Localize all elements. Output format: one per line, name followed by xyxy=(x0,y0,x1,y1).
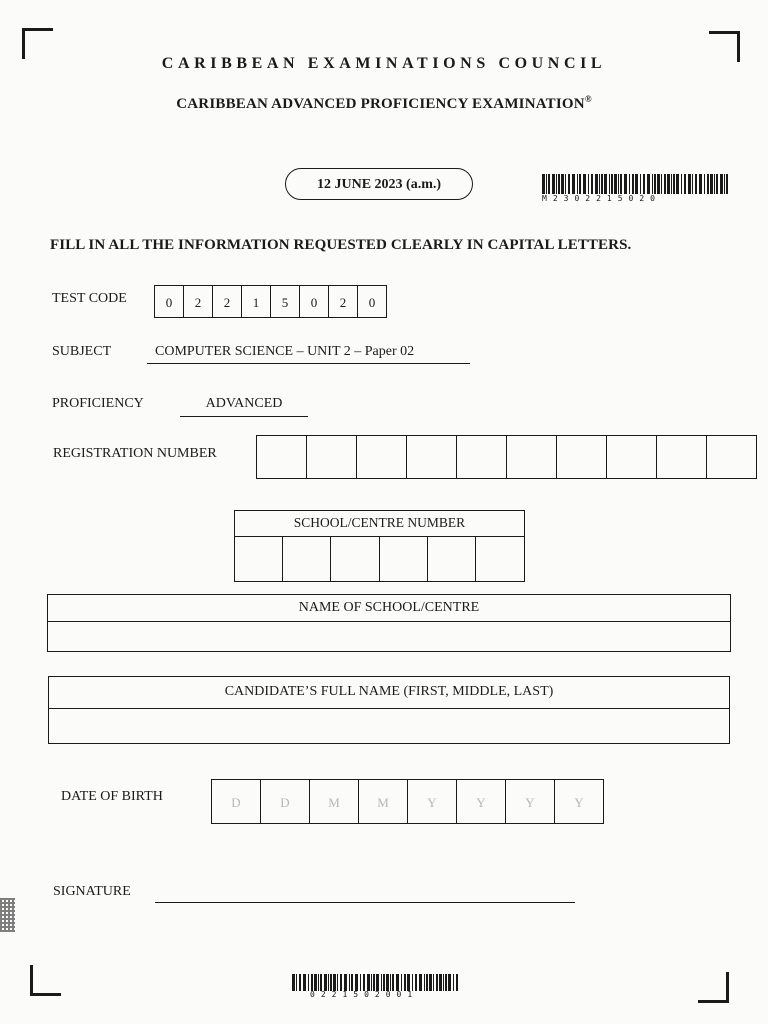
dob-year-box[interactable]: Y xyxy=(505,779,555,824)
test-code-digit: 2 xyxy=(328,285,358,318)
test-code-label: TEST CODE xyxy=(52,291,127,306)
subject-value: COMPUTER SCIENCE – UNIT 2 – Paper 02 xyxy=(147,344,470,364)
dob-day-box[interactable]: D xyxy=(260,779,310,824)
council-title: CARIBBEAN EXAMINATIONS COUNCIL xyxy=(161,55,607,72)
bottom-barcode-number: 0221502001 xyxy=(310,990,419,999)
school-centre-digit-box[interactable] xyxy=(283,537,331,581)
test-code-digit: 2 xyxy=(183,285,213,318)
test-code-digit: 1 xyxy=(241,285,271,318)
registration-digit-box[interactable] xyxy=(406,435,457,479)
school-centre-digit-box[interactable] xyxy=(235,537,283,581)
registration-digit-box[interactable] xyxy=(356,435,407,479)
signature-label: SIGNATURE xyxy=(53,884,131,899)
registration-digit-box[interactable] xyxy=(706,435,757,479)
candidate-name-panel xyxy=(48,676,730,744)
school-centre-number-panel xyxy=(234,510,525,582)
proficiency-value: ADVANCED xyxy=(180,396,308,417)
corner-mark-bottom-left xyxy=(30,965,61,996)
school-centre-digit-box[interactable] xyxy=(331,537,379,581)
school-centre-digit-box[interactable] xyxy=(428,537,476,581)
exam-date-badge: 12 JUNE 2023 (a.m.) xyxy=(285,168,473,200)
school-name-title: NAME OF SCHOOL/CENTRE xyxy=(48,595,730,622)
registration-number-boxes xyxy=(257,435,757,479)
school-centre-number-title: SCHOOL/CENTRE NUMBER xyxy=(235,511,524,537)
registration-digit-box[interactable] xyxy=(606,435,657,479)
registration-digit-box[interactable] xyxy=(656,435,707,479)
test-code-digit: 0 xyxy=(154,285,184,318)
candidate-name-field[interactable] xyxy=(49,709,729,742)
top-barcode xyxy=(542,174,729,194)
test-code-boxes xyxy=(155,285,387,318)
bottom-barcode xyxy=(292,974,460,991)
exam-title: CARIBBEAN ADVANCED PROFICIENCY EXAMINATION® xyxy=(176,94,592,112)
qr-code-mark xyxy=(0,898,15,932)
registration-digit-box[interactable] xyxy=(256,435,307,479)
school-centre-digit-box[interactable] xyxy=(476,537,524,581)
school-name-panel xyxy=(47,594,731,652)
registration-number-label: REGISTRATION NUMBER xyxy=(53,446,217,461)
dob-year-box[interactable]: Y xyxy=(554,779,604,824)
date-of-birth-label: DATE OF BIRTH xyxy=(61,789,163,804)
school-centre-digit-box[interactable] xyxy=(380,537,428,581)
dob-month-box[interactable]: M xyxy=(309,779,359,824)
dob-year-box[interactable]: Y xyxy=(407,779,457,824)
subject-label: SUBJECT xyxy=(52,344,112,359)
instruction-text: FILL IN ALL THE INFORMATION REQUESTED CLEARLY IN CAPITAL LETTERS. xyxy=(50,237,632,253)
registration-digit-box[interactable] xyxy=(506,435,557,479)
registration-digit-box[interactable] xyxy=(456,435,507,479)
top-barcode-number: M2302215020 xyxy=(542,194,661,203)
test-code-digit: 5 xyxy=(270,285,300,318)
school-name-field[interactable] xyxy=(48,622,730,650)
proficiency-label: PROFICIENCY xyxy=(52,396,144,411)
date-of-birth-boxes xyxy=(212,779,604,824)
dob-month-box[interactable]: M xyxy=(358,779,408,824)
school-centre-number-boxes xyxy=(235,537,524,581)
candidate-name-title: CANDIDATE’S FULL NAME (FIRST, MIDDLE, LAST) xyxy=(49,677,729,709)
test-code-digit: 0 xyxy=(357,285,387,318)
registration-digit-box[interactable] xyxy=(306,435,357,479)
test-code-digit: 2 xyxy=(212,285,242,318)
signature-line[interactable] xyxy=(155,902,575,903)
corner-mark-bottom-right xyxy=(698,972,729,1003)
test-code-digit: 0 xyxy=(299,285,329,318)
dob-day-box[interactable]: D xyxy=(211,779,261,824)
dob-year-box[interactable]: Y xyxy=(456,779,506,824)
registration-digit-box[interactable] xyxy=(556,435,607,479)
